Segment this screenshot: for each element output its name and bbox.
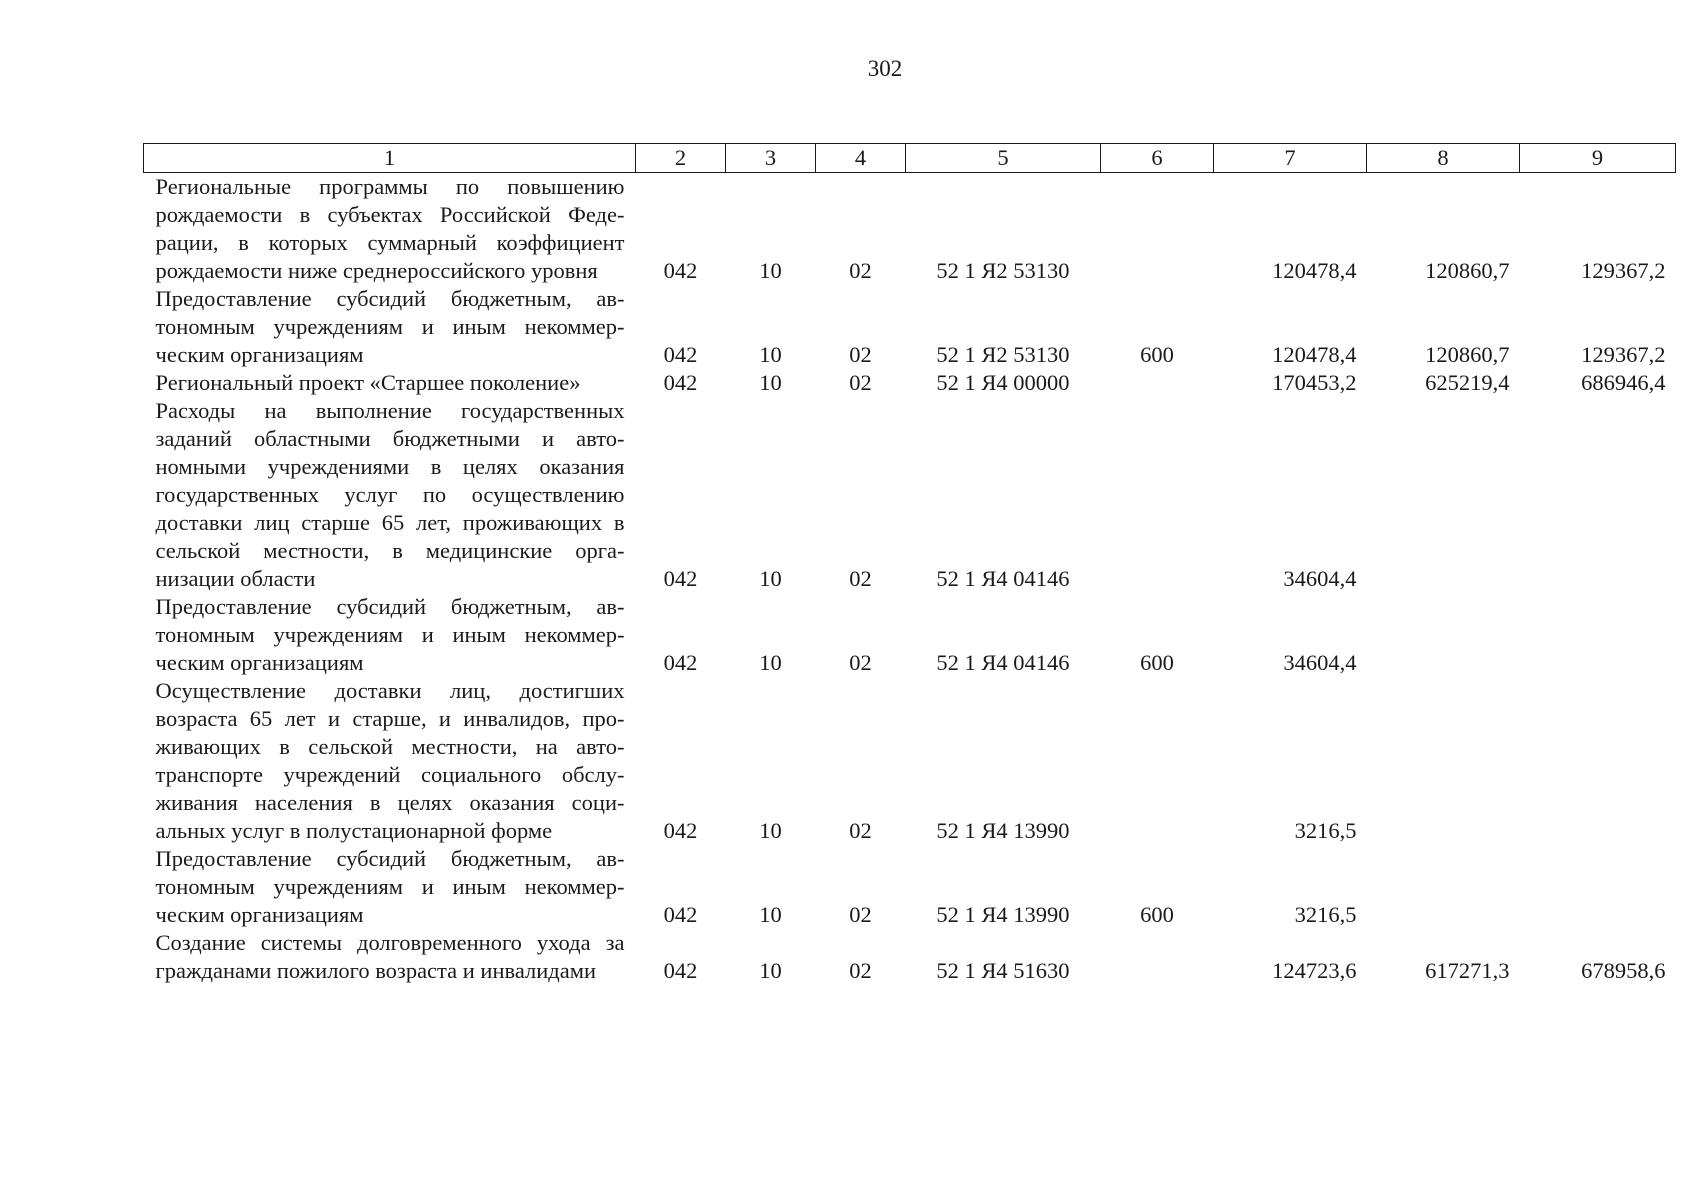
row-section: 10	[759, 958, 782, 983]
row-amount-col9: 678958,6	[1581, 958, 1666, 983]
row-amount-col9	[1520, 397, 1676, 593]
table-row	[144, 593, 1676, 677]
row-amount-col9: 129367,2	[1581, 258, 1666, 283]
row-amount-col7: 34604,4	[1283, 566, 1357, 591]
page-number: 302	[867, 56, 903, 81]
row-section: 10	[759, 370, 782, 395]
header-row	[144, 144, 1676, 173]
table-header	[144, 144, 1676, 173]
row-expense-type	[1101, 397, 1214, 593]
row-subsection: 02	[849, 818, 872, 843]
budget-table	[143, 143, 1676, 985]
row-amount-col7: 124723,6	[1272, 958, 1357, 983]
row-admin-code: 042	[663, 902, 698, 927]
column-header-1: 1	[144, 144, 636, 173]
row-amount-col8	[1367, 845, 1520, 929]
row-expense-type: 600	[1140, 902, 1174, 927]
column-header-3: 3	[726, 144, 816, 173]
row-amount-col8: 625219,4	[1425, 370, 1510, 395]
row-admin-code: 042	[663, 258, 698, 283]
row-target-article: 52 1 Я4 04146	[936, 650, 1070, 675]
row-amount-col7: 120478,4	[1272, 258, 1357, 283]
row-amount-col8: 120860,7	[1425, 342, 1510, 367]
row-target-article: 52 1 Я4 51630	[936, 958, 1070, 983]
column-header-8: 8	[1367, 144, 1520, 173]
row-name: Расходы на выполнение государственных заданий областными бюджетными и автономными учреждениями в целях оказания государственных услуг по осуществлению доставки лиц старше 65 лет, проживающих в сельской местности, в медицинские организации области	[155, 398, 625, 591]
row-admin-code: 042	[663, 370, 698, 395]
row-expense-type	[1101, 369, 1214, 397]
row-name: Региональные программы по повышению рождаемости в субъектах Российской Федерации, в которых суммарный коэффициент рождаемости ниже среднероссийского уровня	[155, 174, 625, 283]
row-name: Региональный проект «Старшее поколение»	[155, 370, 581, 395]
row-amount-col7: 3216,5	[1294, 818, 1357, 843]
row-subsection: 02	[849, 902, 872, 927]
row-target-article: 52 1 Я2 53130	[936, 342, 1070, 367]
table-body	[144, 173, 1676, 986]
column-header-5: 5	[906, 144, 1101, 173]
row-section: 10	[759, 342, 782, 367]
row-amount-col8: 120860,7	[1425, 258, 1510, 283]
row-amount-col8	[1367, 593, 1520, 677]
column-header-7: 7	[1214, 144, 1367, 173]
row-section: 10	[759, 818, 782, 843]
row-amount-col7: 34604,4	[1283, 650, 1357, 675]
row-amount-col7: 3216,5	[1294, 902, 1357, 927]
row-amount-col9: 129367,2	[1581, 342, 1666, 367]
row-section: 10	[759, 902, 782, 927]
row-target-article: 52 1 Я4 04146	[936, 566, 1070, 591]
row-admin-code: 042	[663, 650, 698, 675]
row-expense-type	[1101, 677, 1214, 845]
table-row	[144, 845, 1676, 929]
row-amount-col8	[1367, 677, 1520, 845]
row-subsection: 02	[849, 342, 872, 367]
row-expense-type: 600	[1140, 650, 1174, 675]
row-amount-col7: 120478,4	[1272, 342, 1357, 367]
table-row	[144, 369, 1676, 397]
row-name: Осуществление доставки лиц, достигших возраста 65 лет и старше, и инвалидов, проживающих в сельской местности, на автотранспорте учреждений социального обслуживания населения в целях оказания социальных услуг в полустационарной форме	[155, 678, 625, 843]
row-section: 10	[759, 650, 782, 675]
row-target-article: 52 1 Я4 13990	[936, 818, 1070, 843]
table-row	[144, 285, 1676, 369]
column-header-2: 2	[636, 144, 726, 173]
row-expense-type: 600	[1140, 342, 1174, 367]
column-header-9: 9	[1520, 144, 1676, 173]
row-amount-col9	[1520, 677, 1676, 845]
row-amount-col9	[1520, 593, 1676, 677]
row-section: 10	[759, 258, 782, 283]
row-admin-code: 042	[663, 342, 698, 367]
row-name: Предоставление субсидий бюджетным, автономным учреждениям и иным некоммерческим организациям	[155, 846, 625, 927]
table-row	[144, 677, 1676, 845]
row-name: Предоставление субсидий бюджетным, автономным учреждениям и иным некоммерческим организациям	[155, 594, 625, 675]
row-expense-type	[1101, 929, 1214, 985]
row-subsection: 02	[849, 566, 872, 591]
row-amount-col7: 170453,2	[1272, 370, 1357, 395]
row-amount-col9: 686946,4	[1581, 370, 1666, 395]
row-admin-code: 042	[663, 566, 698, 591]
row-section: 10	[759, 566, 782, 591]
column-header-6: 6	[1101, 144, 1214, 173]
row-amount-col8: 617271,3	[1425, 958, 1510, 983]
row-subsection: 02	[849, 958, 872, 983]
row-name: Предоставление субсидий бюджетным, автономным учреждениям и иным некоммерческим организациям	[155, 286, 625, 367]
row-target-article: 52 1 Я2 53130	[936, 258, 1070, 283]
row-admin-code: 042	[663, 818, 698, 843]
row-subsection: 02	[849, 370, 872, 395]
row-admin-code: 042	[663, 958, 698, 983]
table-row	[144, 173, 1676, 286]
column-header-4: 4	[816, 144, 906, 173]
row-amount-col8	[1367, 397, 1520, 593]
row-target-article: 52 1 Я4 00000	[936, 370, 1070, 395]
row-target-article: 52 1 Я4 13990	[936, 902, 1070, 927]
row-expense-type	[1101, 173, 1214, 286]
row-name: Создание системы долговременного ухода за гражданами пожилого возраста и инвалидами	[155, 930, 625, 983]
row-amount-col9	[1520, 845, 1676, 929]
table-row	[144, 397, 1676, 593]
row-subsection: 02	[849, 650, 872, 675]
table-row	[144, 929, 1676, 985]
row-subsection: 02	[849, 258, 872, 283]
